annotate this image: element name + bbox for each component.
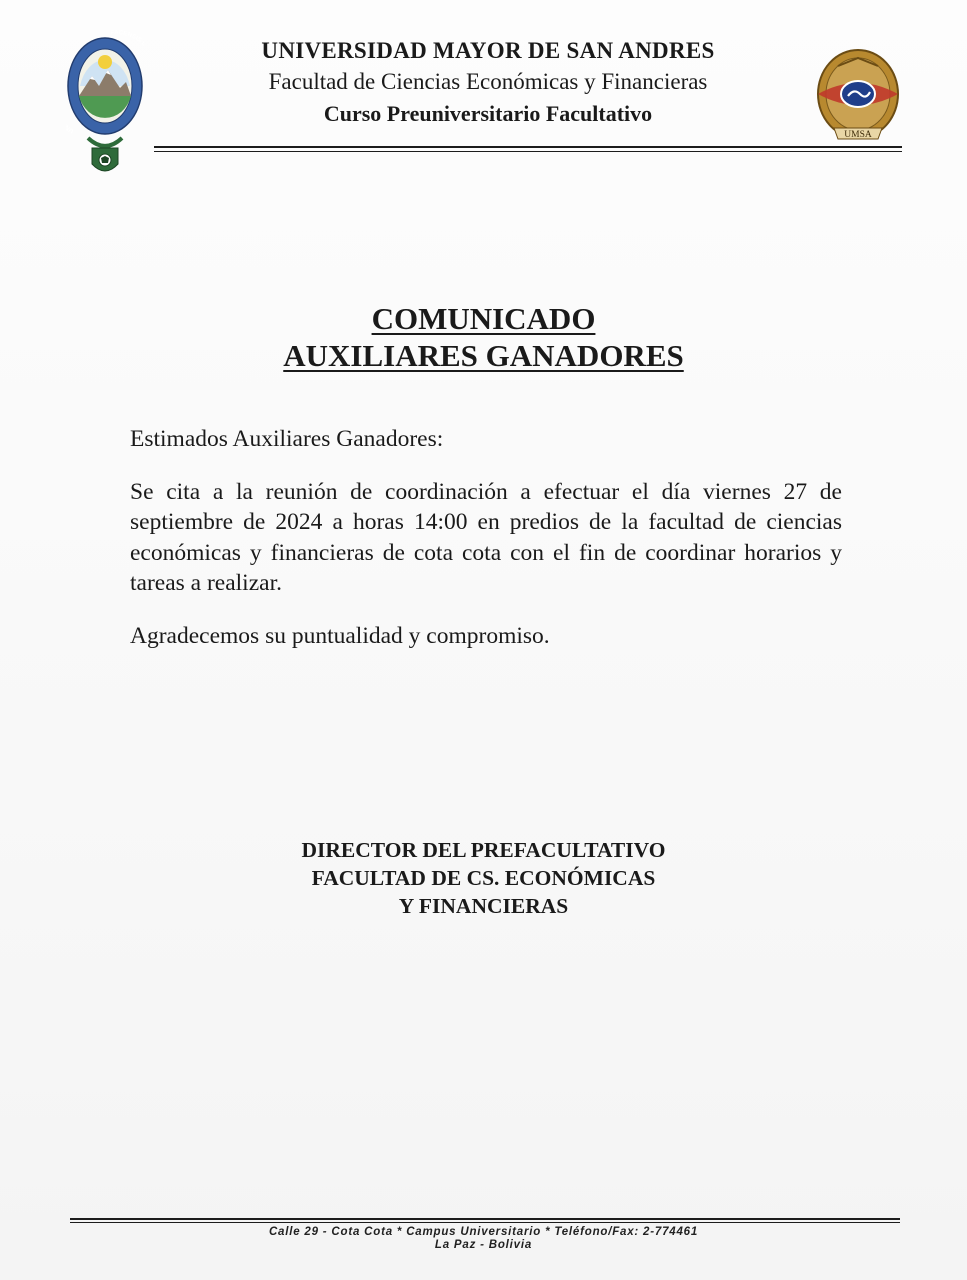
signature-block bbox=[0, 836, 967, 920]
university-name: UNIVERSIDAD MAYOR DE SAN ANDRES bbox=[261, 38, 715, 63]
footer-address bbox=[0, 1226, 967, 1252]
header-divider bbox=[154, 146, 902, 152]
letterhead bbox=[200, 36, 776, 130]
signature-line-1: DIRECTOR DEL PREFACULTATIVO bbox=[301, 838, 666, 862]
document-body bbox=[130, 424, 842, 651]
signature-line-2: FACULTAD DE CS. ECONÓMICAS bbox=[311, 866, 656, 890]
signature-line-3: Y FINANCIERAS bbox=[398, 894, 569, 918]
crest-ring-text-right: FACENSIS bbox=[110, 30, 143, 44]
title-line-2: AUXILIARES GANADORES bbox=[283, 338, 684, 373]
greeting: Estimados Auxiliares Ganadores: bbox=[130, 426, 444, 452]
footer-line-2: La Paz - Bolivia bbox=[434, 1239, 533, 1251]
prefacultativo-seal-icon bbox=[808, 44, 908, 148]
footer-line-1: Calle 29 - Cota Cota * Campus Universitario * Teléfono/Fax: 2-774461 bbox=[268, 1226, 699, 1238]
seal-label: UMSA bbox=[844, 130, 872, 140]
umsa-crest-icon bbox=[66, 30, 144, 180]
title-line-1: COMUNICADO bbox=[371, 301, 596, 336]
faculty-name: Facultad de Ciencias Económicas y Financieras bbox=[268, 69, 708, 94]
course-name: Curso Preuniversitario Facultativo bbox=[323, 101, 653, 126]
document-title bbox=[0, 300, 967, 374]
main-paragraph: Se cita a la reunión de coordinación a efectuar el día viernes 27 de septiembre de 2024 a horas 14:00 en predios de la facultad de ciencias económicas y financieras de cota cota con el fin de coordinar horarios y tareas a realizar. bbox=[130, 478, 842, 596]
footer-divider bbox=[70, 1218, 900, 1223]
crest-ring-text-left: U bbox=[67, 126, 76, 135]
closing-line: Agradecemos su puntualidad y compromiso. bbox=[130, 622, 550, 649]
